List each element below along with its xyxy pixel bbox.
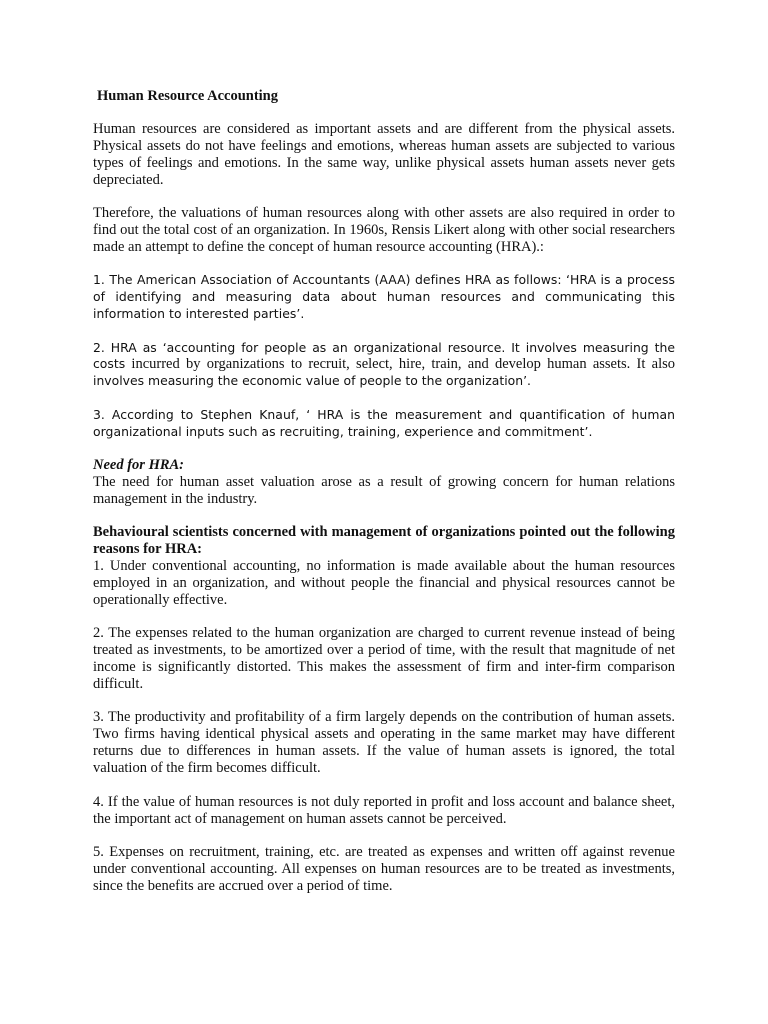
definition-3: 3. According to Stephen Knauf, ‘ HRA is the measurement and quantification of human organizational inputs such as recruiting, training, experience and commitment’. (93, 406, 675, 439)
need-text: The need for human asset valuation arose as a result of growing concern for human relations management in the industry. (93, 474, 675, 507)
definition-2 (93, 340, 675, 391)
intro-paragraph-2: Therefore, the valuations of human resources along with other assets are also required in order to find out the total cost of an organization. In 1960s, Rensis Likert along with other social researchers made an attempt to define the concept of human resource accounting (HRA).: (93, 205, 675, 255)
need-heading: Need for HRA: (93, 457, 185, 474)
reason-5: 5. Expenses on recruitment, training, etc. are treated as expenses and written off against revenue under conventional accounting. All expenses on human resources are to be treated as investments, since the benefits are accrued over a period of time. (93, 843, 675, 894)
document-title: Human Resource Accounting (97, 88, 278, 104)
definition-2-part-3: involves measuring the economic value of people to the organization’. (93, 373, 531, 389)
definition-1: 1. The American Association of Accountants (AAA) defines HRA as follows: ‘HRA is a process of identifying and measuring data about human resources and communicating this information to interested parties’. (93, 272, 675, 322)
document-page (93, 88, 675, 911)
intro-paragraph-1: Human resources are considered as important assets and are different from the physical assets. Physical assets do not have feelings and emotions, whereas human assets are subjected to various types of feelings and emotions. In the same way, unlike physical assets human assets never gets depreciated. (93, 121, 675, 188)
reason-1: 1. Under conventional accounting, no information is made available about the human resources employed in an organization, and without people the financial and physical resources cannot be operationally effective. (93, 558, 675, 608)
definition-2-part-1: 2. HRA as ‘accounting for people as an organizational resource. It involves measuring the costs (93, 339, 675, 372)
reasons-heading: Behavioural scientists concerned with management of organizations pointed out the following reasons for HRA: (93, 524, 675, 558)
definition-2-part-2: incurred by organizations to recruit, select, hire, train, and develop human assets. It also (125, 356, 675, 373)
reason-3: 3. The productivity and profitability of a firm largely depends on the contribution of human assets. Two firms having identical physical assets and operating in the same market may have different returns due to differences in human assets. If the value of human assets is ignored, the total valuation of the firm becomes difficult. (93, 709, 675, 777)
reason-2: 2. The expenses related to the human organization are charged to current revenue instead of being treated as investments, to be amortized over a period of time, with the result that magnitude of net income is significantly distorted. This makes the assessment of firm and inter-firm comparison difficult. (93, 625, 675, 693)
reason-4: 4. If the value of human resources is not duly reported in profit and loss account and balance sheet, the important act of management on human assets cannot be perceived. (93, 793, 675, 827)
